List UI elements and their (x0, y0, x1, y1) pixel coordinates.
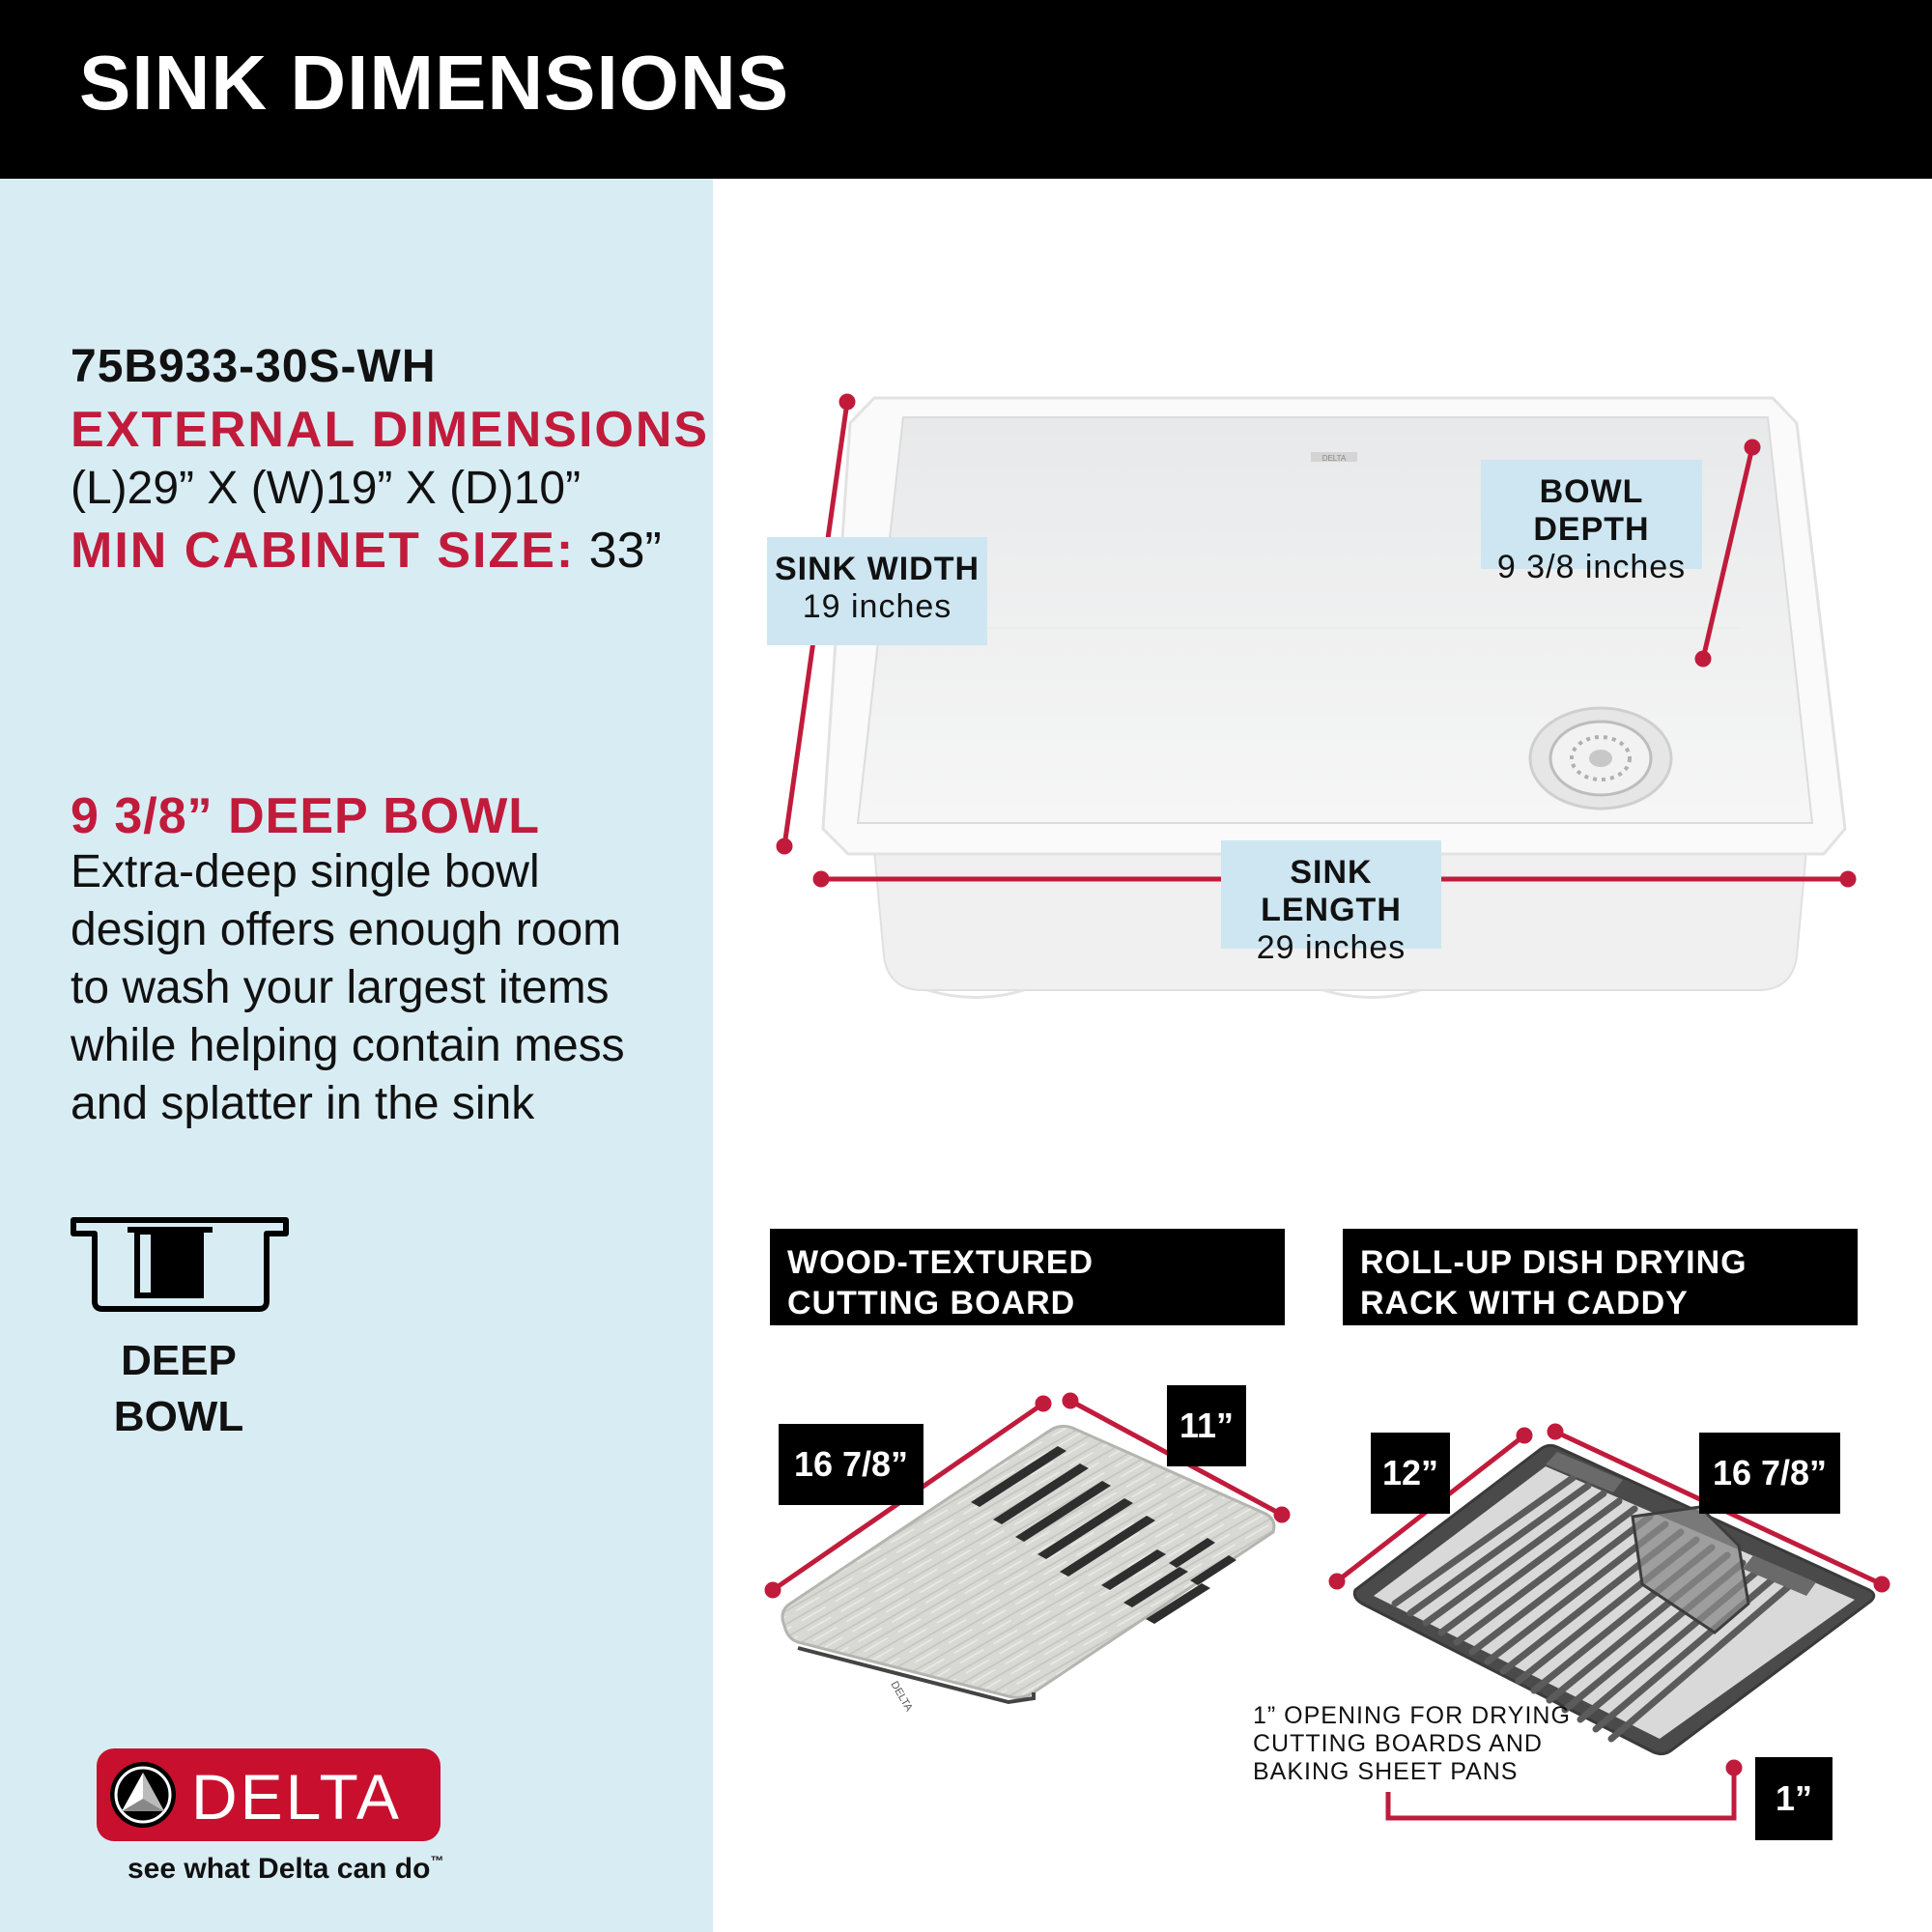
sink-brand: DELTA (1321, 454, 1347, 463)
cutting-board-heading-line2: CUTTING BOARD (787, 1285, 1076, 1321)
deep-bowl-label-line1: DEEP (121, 1337, 237, 1384)
drying-rack-length-label: 16 7/8” (1699, 1433, 1840, 1514)
description-line: and splatter in the sink (71, 1078, 535, 1129)
opening-note (1253, 1702, 1571, 1786)
cutting-board-brand: DELTA (888, 1679, 915, 1714)
cabinet-size-value: 33” (575, 523, 662, 579)
drying-rack-width-label: 12” (1371, 1433, 1450, 1514)
drying-rack-heading-line2: RACK WITH CADDY (1360, 1285, 1689, 1321)
model-number: 75B933-30S-WH (71, 341, 437, 392)
tagline-text: see what Delta can do (128, 1853, 431, 1885)
sink-length-value: 29 inches (1256, 929, 1406, 966)
cutting-board-length-label: 16 7/8” (779, 1424, 923, 1505)
sink-length-title: SINK LENGTH (1261, 854, 1402, 928)
external-dimensions-title: EXTERNAL DIMENSIONS (71, 402, 710, 458)
sink-width-title: SINK WIDTH (774, 551, 980, 587)
opening-size-label: 1” (1755, 1757, 1833, 1840)
cutting-board-width-label: 11” (1167, 1385, 1246, 1466)
cutting-board-heading-line1: WOOD-TEXTURED (787, 1244, 1094, 1281)
cabinet-size-label: MIN CABINET SIZE: (71, 523, 576, 579)
opening-note-line2: CUTTING BOARDS AND (1253, 1730, 1543, 1757)
deep-bowl-label-line2: BOWL (113, 1393, 244, 1440)
description-line: design offers enough room (71, 904, 622, 955)
bowl-depth-title: BOWL DEPTH (1533, 473, 1650, 548)
bowl-depth-value: 9 3/8 inches (1496, 549, 1687, 585)
deep-bowl-title: 9 3/8” DEEP BOWL (71, 788, 541, 844)
logo-text: DELTA (191, 1761, 402, 1833)
drying-rack-heading-line1: ROLL-UP DISH DRYING (1360, 1244, 1747, 1281)
opening-note-line1: 1” OPENING FOR DRYING (1253, 1702, 1571, 1729)
page-title: SINK DIMENSIONS (79, 40, 790, 126)
external-dimensions-value: (L)29” X (W)19” X (D)10” (71, 463, 582, 514)
sink-width-value: 19 inches (802, 588, 952, 625)
opening-note-line3: BAKING SHEET PANS (1253, 1758, 1519, 1785)
description-line: while helping contain mess (71, 1020, 625, 1071)
description-line: to wash your largest items (71, 962, 610, 1013)
trademark: ™ (430, 1853, 444, 1868)
description-line: Extra-deep single bowl (71, 846, 540, 897)
